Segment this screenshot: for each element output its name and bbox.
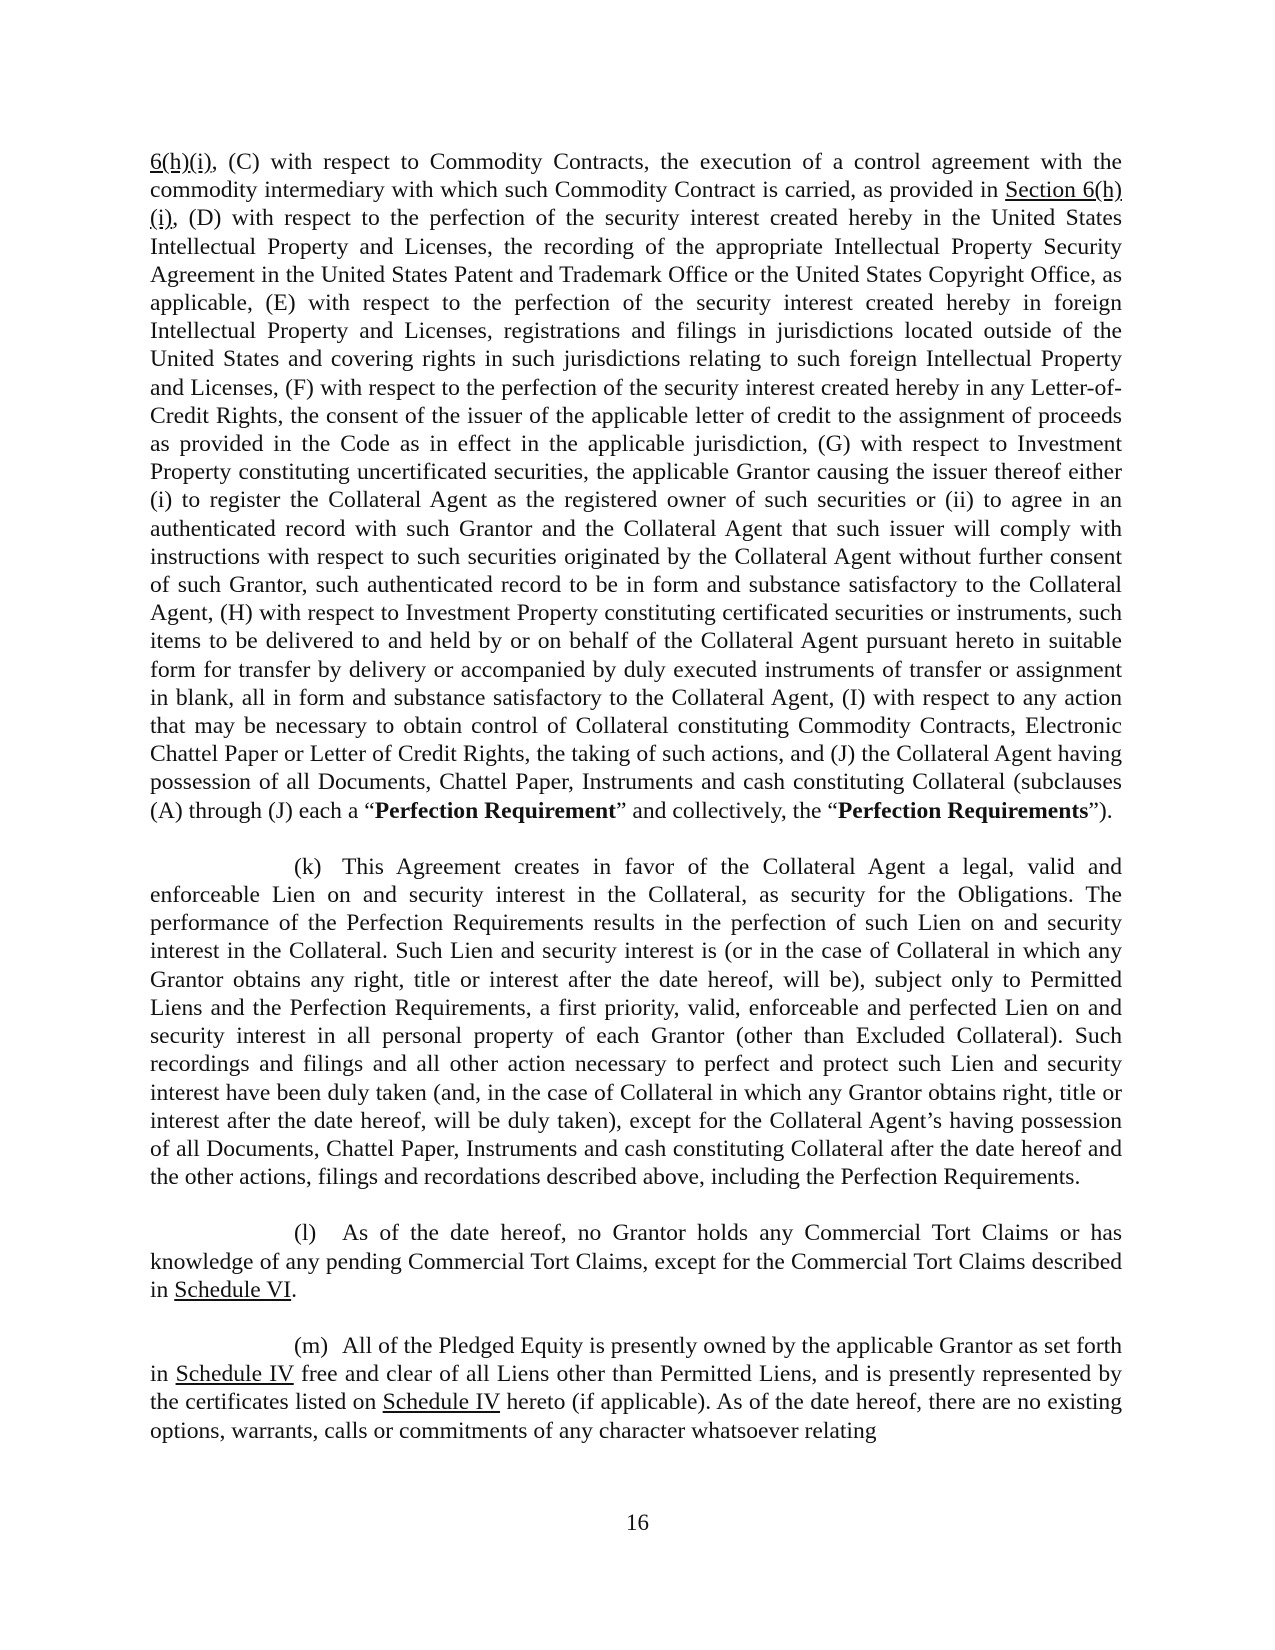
paragraph-m	[150, 1332, 1122, 1445]
paragraph-text: ”).	[1088, 797, 1113, 824]
schedule-reference: Schedule IV	[175, 1361, 294, 1388]
paragraph-text: This Agreement creates in favor of the Collateral Agent a legal, valid and enforceable Lien on and security interest in the Collateral, as security for the Obligations. The performance of the Perfection Requirements results in the perfection of such Lien on and security interest in the Collateral. Such Lien and security interest is (or in the case of Collateral in which any Grantor obtains any right, title or interest after the date hereof, will be), subject only to Permitted Liens and the Perfection Requirements, a first priority, valid, enforceable and perfected Lien on and security interest in all personal property of each Grantor (other than Excluded Collateral). Such recordings and filings and all other action necessary to perfect and protect such Lien and security interest have been duly taken (and, in the case of Collateral in which any Grantor obtains right, title or interest after the date hereof, will be duly taken), except for the Collateral Agent’s having possession of all Documents, Chattel Paper, Instruments and cash constituting Collateral after the date hereof and the other actions, filings and recordations described above, including the Perfection Requirements.	[150, 853, 1122, 1191]
clause-label: (m)	[294, 1332, 329, 1359]
paragraph-text: .	[291, 1276, 298, 1303]
clause-label: (l)	[294, 1220, 317, 1247]
paragraph-text: All of the Pledged Equity is presently owned by the applicable Grantor as set forth in	[150, 1332, 1122, 1388]
clause-label: (k)	[294, 853, 322, 880]
paragraph-perfection-requirements	[150, 148, 1122, 825]
document-body	[150, 148, 1122, 1473]
section-reference: 6(h)(i)	[150, 149, 212, 175]
paragraph-text: hereto (if applicable). As of the date hereof, there are no existing options, warrants, calls or commitments of any character whatsoever relating	[150, 1389, 1122, 1444]
paragraph-text: free and clear of all Liens other than Permitted Liens, and is presently represented by the certificates listed on	[150, 1361, 1122, 1416]
page-number: 16	[626, 1510, 649, 1535]
paragraph-text: ” and collectively, the “	[616, 797, 838, 824]
paragraph-k	[150, 853, 1122, 1191]
paragraph-text: , (D) with respect to the perfection of the security interest created hereby in the United States Intellectual Property and Licenses, the recording of the appropriate Intellectual Property Security Agreement in the United States Patent and Trademark Office or the United States Copyright Office, as applicable, (E) with respect to the perfection of the security interest created hereby in foreign Intellectual Property and Licenses, registrations and filings in jurisdictions located outside of the United States and covering rights in such jurisdictions relating to such foreign Intellectual Property and Licenses, (F) with respect to the perfection of the security interest created hereby in any Letter-of-Credit Rights, the consent of the issuer of the applicable letter of credit to the assignment of proceeds as provided in the Code as in effect in the applicable jurisdiction, (G) with respect to Investment Property constituting uncertificated securities, the applicable Grantor causing the issuer thereof either (i) to register the Collateral Agent as the registered owner of such securities or (ii) to agree in an authenticated record with such Grantor and the Collateral Agent that such issuer will comply with instructions with respect to such securities originated by the Collateral Agent without further consent of such Grantor, such authenticated record to be in form and substance satisfactory to the Collateral Agent, (H) with respect to Investment Property constituting certificated securities or instruments, such items to be delivered to and held by or on behalf of the Collateral Agent pursuant hereto in suitable form for transfer by delivery or accompanied by duly executed instruments of transfer or assignment in blank, all in form and substance satisfactory to the Collateral Agent, (I) with respect to any action that may be necessary to obtain control of Collateral constituting Commodity Contracts, Electronic Chattel Paper or Letter of Credit Rights, the taking of such actions, and (J) the Collateral Agent having possession of all Documents, Chattel Paper, Instruments and cash constituting Collateral (subclauses (A) through (J) each a “	[150, 205, 1122, 824]
schedule-reference: Schedule VI	[174, 1276, 292, 1303]
defined-term: Perfection Requirement	[374, 797, 617, 824]
paragraph-l	[150, 1219, 1122, 1304]
section-reference: Section 6(h)(i)	[150, 177, 1122, 232]
defined-term: Perfection Requirements	[837, 797, 1089, 824]
paragraph-text: , (C) with respect to Commodity Contracts, the execution of a control agreement with the commodity intermediary with which such Commodity Contract is carried, as provided in	[150, 149, 1122, 204]
schedule-reference: Schedule IV	[382, 1389, 501, 1416]
paragraph-text: As of the date hereof, no Grantor holds any Commercial Tort Claims or has knowledge of any pending Commercial Tort Claims, except for the Commercial Tort Claims described in	[150, 1220, 1122, 1303]
